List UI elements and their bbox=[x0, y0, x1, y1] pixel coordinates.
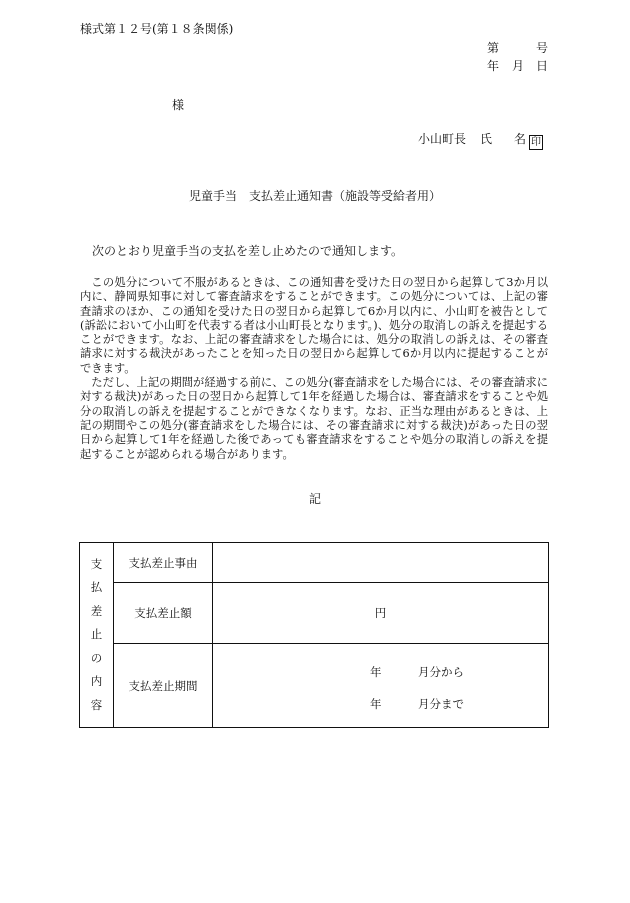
issuer-line bbox=[418, 130, 543, 150]
appeal-notice bbox=[80, 276, 548, 462]
period-from-month: 月分から bbox=[418, 665, 464, 679]
period-from-year: 年 bbox=[370, 665, 382, 679]
date-year-label: 年 bbox=[487, 59, 500, 73]
reason-value[interactable] bbox=[213, 543, 549, 583]
date-day-label: 日 bbox=[536, 59, 549, 73]
ki-heading: 記 bbox=[308, 492, 321, 506]
period-to-year: 年 bbox=[370, 697, 382, 711]
seal-mark: 印 bbox=[531, 137, 542, 148]
issuer-title: 小山町長 bbox=[418, 132, 467, 146]
issuer-mei: 名 bbox=[514, 132, 527, 146]
notice-paragraph-1: この処分について不服があるときは、この通知書を受けた日の翌日から起算して3か月以内に、静岡県知事に対して審査請求をすることができます。この処分については、上記の審査請求のほか、この通知を受けた日の翌日から起算して6か月以内に、小山町を被告として(訴訟において小山町を代表する者は小山町長となります。)、処分の取消しの訴えを提起することができます。なお、上記の審査請求をした場合には、処分の取消しの訴えは、その審査請求に対する裁決があったことを知った日の翌日から起算して6か月以内に提起することができます。 bbox=[80, 276, 548, 375]
doc-number-suffix: 号 bbox=[536, 41, 549, 55]
document-title: 児童手当 支払差止通知書（施設等受給者用） bbox=[188, 189, 441, 203]
reason-label: 支払差止事由 bbox=[114, 543, 213, 583]
amount-value[interactable] bbox=[213, 583, 549, 644]
addressee-suffix: 様 bbox=[172, 98, 185, 112]
doc-number-prefix: 第 bbox=[487, 41, 500, 55]
side-label: 支 払 差 止 の 内 容 bbox=[80, 543, 114, 728]
amount-label: 支払差止額 bbox=[114, 583, 213, 644]
intro-text: 次のとおり児童手当の支払を差し止めたので通知します。 bbox=[92, 244, 404, 258]
period-to-month: 月分まで bbox=[418, 697, 464, 711]
period-value[interactable] bbox=[213, 644, 549, 728]
date-month-label: 月 bbox=[512, 59, 525, 73]
form-number: 様式第１２号(第１８条関係) bbox=[80, 22, 234, 36]
notice-paragraph-2: ただし、上記の期間が経過する前に、この処分(審査請求をした場合には、その審査請求に対する裁決)があった日の翌日から起算して1年を経過した場合は、審査請求をすることや処分の取消しの訴えを提起することができなくなります。なお、正当な理由があるときは、上記の期間やこの処分(審査請求をした場合には、その審査請求に対する裁決)があった日の翌日から起算して1年を経過した後であっても審査請求をすることや処分の取消しの訴えを提起することが認められる場合があります。 bbox=[80, 376, 548, 461]
issuer-shi: 氏 bbox=[480, 132, 493, 146]
period-label: 支払差止期間 bbox=[114, 644, 213, 728]
yen-unit: 円 bbox=[374, 606, 387, 620]
detail-table bbox=[79, 542, 549, 728]
